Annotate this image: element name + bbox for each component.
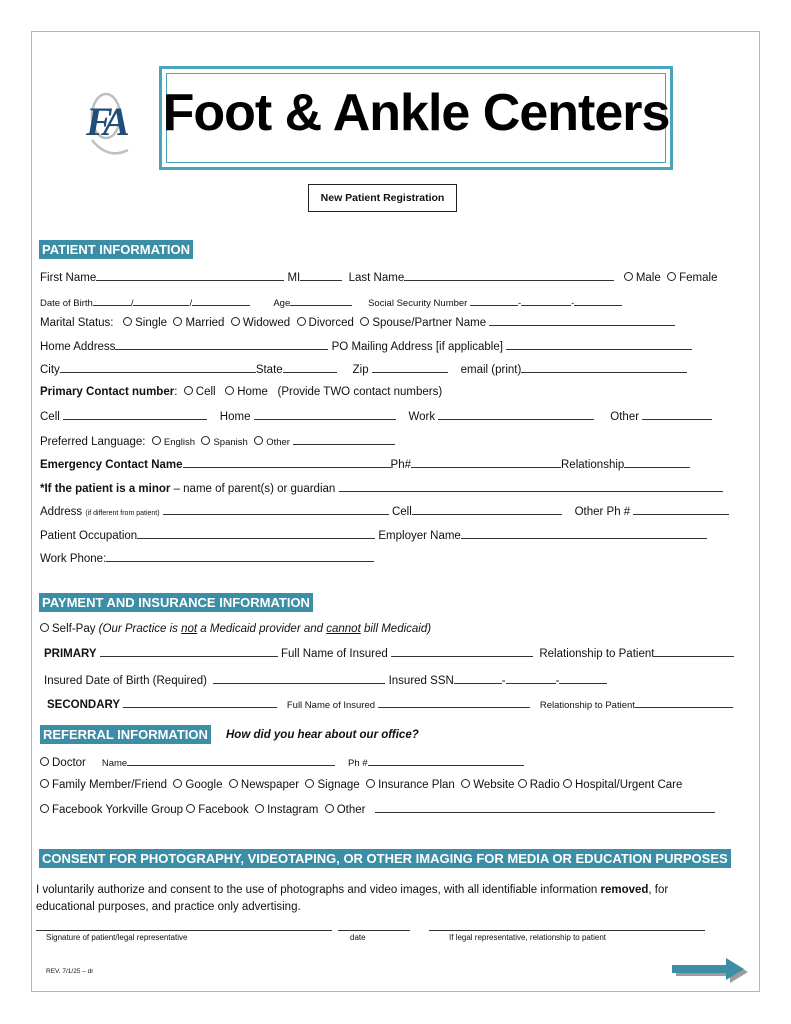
rel-to-patient2-label: Relationship to Patient xyxy=(539,700,635,711)
row-primary-contact: Primary Contact number: Cell Home (Provide TWO contact numbers) xyxy=(40,386,443,398)
row-language xyxy=(40,434,395,448)
consent-text-bold: removed xyxy=(600,884,649,896)
instagram-label: Instagram xyxy=(267,804,319,816)
mi-label: MI xyxy=(287,272,301,284)
widowed-radio[interactable] xyxy=(231,317,240,326)
married-radio[interactable] xyxy=(173,317,182,326)
guardian-address-label: Address xyxy=(40,506,83,518)
guardian-other-ph-field[interactable] xyxy=(633,504,729,515)
hospital-radio[interactable] xyxy=(563,779,572,788)
dob-year-field[interactable] xyxy=(192,295,250,306)
guardian-address-note: (if different from patient) xyxy=(85,510,160,517)
work-phone-label: Work Phone: xyxy=(40,553,107,565)
insurance-plan-radio[interactable] xyxy=(366,779,375,788)
insurance-plan-label: Insurance Plan xyxy=(378,779,455,791)
google-label: Google xyxy=(185,779,223,791)
other-label: Other xyxy=(610,411,640,423)
medicaid-note-a: (Our Practice is xyxy=(98,623,182,635)
insured-ssn-part1[interactable] xyxy=(454,673,502,684)
ssn-part3-field[interactable] xyxy=(574,295,622,306)
insured-ssn-part3[interactable] xyxy=(559,673,607,684)
emergency-field[interactable] xyxy=(183,457,391,468)
age-field[interactable] xyxy=(290,295,352,306)
logo-letters: FA xyxy=(86,99,124,144)
row-primary-insurance xyxy=(44,646,734,660)
rel-to-patient-label: Relationship to Patient xyxy=(539,648,655,660)
referral-other-radio[interactable] xyxy=(325,804,334,813)
revision-note: REV. 7/1/25 – dr xyxy=(46,968,94,975)
male-label: Male xyxy=(635,272,661,284)
full-name-insured-label: Full Name of Insured xyxy=(281,648,388,660)
insured-ssn-label: Insured SSN xyxy=(388,675,454,687)
lang-other-radio[interactable] xyxy=(254,436,263,445)
row-phones xyxy=(40,409,712,423)
referral-options-row1 xyxy=(40,779,682,791)
consent-text-b: , for xyxy=(648,884,669,896)
single-radio[interactable] xyxy=(123,317,132,326)
row-guardian-address xyxy=(40,504,729,518)
rel-to-patient2-field[interactable] xyxy=(635,697,733,708)
primary-cell-radio[interactable] xyxy=(184,386,193,395)
doctor-radio[interactable] xyxy=(40,757,49,766)
medicaid-note-not: not xyxy=(181,623,198,635)
pref-lang-label: Preferred Language: xyxy=(40,436,146,448)
relationship-line[interactable] xyxy=(429,930,705,931)
date-label: date xyxy=(350,933,366,942)
consent-text-line2: educational purposes, and practice only advertising. xyxy=(36,901,301,913)
cell-label: Cell xyxy=(40,411,60,423)
married-label: Married xyxy=(185,317,225,329)
rel-to-patient-field[interactable] xyxy=(654,646,734,657)
primary-cell-label: Cell xyxy=(195,386,216,398)
emergency-relationship-label: Relationship xyxy=(561,459,625,471)
single-label: Single xyxy=(135,317,168,329)
row-dob: Date of Birth / / Age Social Security Number - - xyxy=(40,295,622,309)
first-name-label: First Name xyxy=(40,272,97,284)
facebook-yorkville-label: Facebook Yorkville Group xyxy=(52,804,184,816)
primary-home-radio[interactable] xyxy=(225,386,234,395)
work-field[interactable] xyxy=(438,409,594,420)
referral-other-label: Other xyxy=(336,804,366,816)
email-label: email (print) xyxy=(460,364,522,376)
female-label: Female xyxy=(679,272,718,284)
logo xyxy=(78,80,140,162)
row-minor xyxy=(40,481,723,495)
city-label: City xyxy=(40,364,60,376)
signage-radio[interactable] xyxy=(305,779,314,788)
guardian-cell-field[interactable] xyxy=(412,504,562,515)
cell-field[interactable] xyxy=(63,409,207,420)
next-page-arrow-icon[interactable] xyxy=(670,956,750,984)
secondary-insurance-label: SECONDARY xyxy=(47,699,121,711)
male-radio[interactable] xyxy=(624,272,633,281)
referral-question: How did you hear about our office? xyxy=(226,729,419,741)
primary-contact-label: Primary Contact number xyxy=(40,386,175,398)
row-name xyxy=(40,270,718,284)
doctor-ph-field[interactable] xyxy=(368,755,524,766)
doctor-name-label: Name xyxy=(101,758,128,769)
primary-home-label: Home xyxy=(237,386,268,398)
website-label: Website xyxy=(473,779,515,791)
state-field[interactable] xyxy=(283,362,337,373)
facebook-radio[interactable] xyxy=(186,804,195,813)
website-radio[interactable] xyxy=(461,779,470,788)
row-insured-dob: Insured Date of Birth (Required) Insured SSN - - xyxy=(44,673,607,687)
dob-day-field[interactable] xyxy=(133,295,189,306)
last-name-field[interactable] xyxy=(404,270,614,281)
row-marital xyxy=(40,315,675,329)
newspaper-radio[interactable] xyxy=(229,779,238,788)
doctor-ph-label: Ph # xyxy=(347,758,368,769)
ssn-part2-field[interactable] xyxy=(521,295,571,306)
po-address-label: PO Mailing Address [if applicable] xyxy=(331,341,503,353)
hospital-label: Hospital/Urgent Care xyxy=(575,779,683,791)
row-emergency xyxy=(40,457,690,471)
radio-option-label: Radio xyxy=(529,779,560,791)
section-referral: REFERRAL INFORMATION xyxy=(40,725,211,744)
minor-label: *If the patient is a minor xyxy=(40,483,171,495)
self-pay-radio[interactable] xyxy=(40,623,49,632)
zip-field[interactable] xyxy=(372,362,448,373)
consent-text-a: I voluntarily authorize and consent to the use of photographs and video images, with all identifiable information xyxy=(36,884,601,896)
section-patient-information: PATIENT INFORMATION xyxy=(39,240,193,259)
facebook-yorkville-radio[interactable] xyxy=(40,804,49,813)
age-label: Age xyxy=(273,298,291,309)
work-phone-field[interactable] xyxy=(106,551,374,562)
referral-options-row2 xyxy=(40,802,715,816)
medicaid-note-b: a Medicaid provider and xyxy=(197,623,327,635)
signature-line[interactable] xyxy=(36,930,332,931)
row-address xyxy=(40,339,692,353)
employer-label: Employer Name xyxy=(378,530,461,542)
work-label: Work xyxy=(408,411,436,423)
row-doctor xyxy=(40,755,524,769)
date-line[interactable] xyxy=(338,930,410,931)
employer-field[interactable] xyxy=(461,528,707,539)
signage-label: Signage xyxy=(317,779,360,791)
spouse-radio[interactable] xyxy=(360,317,369,326)
newspaper-label: Newspaper xyxy=(240,779,300,791)
emergency-ph-field[interactable] xyxy=(411,457,561,468)
home-field[interactable] xyxy=(254,409,396,420)
guardian-cell-label: Cell xyxy=(391,506,412,518)
city-field[interactable] xyxy=(60,362,256,373)
english-label: English xyxy=(163,437,196,448)
spouse-field[interactable] xyxy=(489,315,675,326)
po-address-field[interactable] xyxy=(506,339,692,350)
primary-contact-note: (Provide TWO contact numbers) xyxy=(277,386,443,398)
relationship-label: If legal representative, relationship to patient xyxy=(449,933,606,942)
section-consent: CONSENT FOR PHOTOGRAPHY, VIDEOTAPING, OR OTHER IMAGING FOR MEDIA OR EDUCATION PURPOSES xyxy=(39,849,731,868)
emergency-label: Emergency Contact Name xyxy=(40,459,183,471)
full-name-insured-field[interactable] xyxy=(391,646,533,657)
marital-label: Marital Status: xyxy=(40,317,114,329)
emergency-ph-label: Ph# xyxy=(390,459,411,471)
state-label: State xyxy=(255,364,283,376)
emergency-relationship-field[interactable] xyxy=(624,457,690,468)
doctor-name-field[interactable] xyxy=(127,755,335,766)
lang-other-field[interactable] xyxy=(293,434,395,445)
row-self-pay xyxy=(40,623,431,635)
ssn-label: Social Security Number xyxy=(368,298,468,309)
lang-other-label: Other xyxy=(266,437,290,448)
title-box xyxy=(159,66,673,170)
facebook-label: Facebook xyxy=(198,804,249,816)
self-pay-label: Self-Pay xyxy=(52,623,96,635)
row-city xyxy=(40,362,687,376)
form-name-box: New Patient Registration xyxy=(308,184,457,212)
insured-dob-label: Insured Date of Birth (Required) xyxy=(44,675,207,687)
ssn-part1-field[interactable] xyxy=(470,295,518,306)
guardian-address-field[interactable] xyxy=(163,504,389,515)
insured-ssn-part2[interactable] xyxy=(506,673,556,684)
medicaid-note-cannot: cannot xyxy=(326,623,361,635)
email-field[interactable] xyxy=(521,362,687,373)
dob-month-field[interactable] xyxy=(93,295,131,306)
home-label: Home xyxy=(219,411,251,423)
google-radio[interactable] xyxy=(173,779,182,788)
full-name-insured2-field[interactable] xyxy=(378,697,530,708)
radio-option-radio[interactable] xyxy=(518,779,527,788)
zip-label: Zip xyxy=(352,364,369,376)
guardian-other-ph-label: Other Ph # xyxy=(574,506,631,518)
minor-rest-label: – name of parent(s) or guardian xyxy=(173,483,336,495)
row-occupation xyxy=(40,528,707,542)
primary-insurance-field[interactable] xyxy=(100,646,278,657)
doctor-label: Doctor xyxy=(52,757,86,769)
section-payment: PAYMENT AND INSURANCE INFORMATION xyxy=(39,593,313,612)
first-name-field[interactable] xyxy=(96,270,284,281)
occupation-field[interactable] xyxy=(137,528,375,539)
secondary-insurance-field[interactable] xyxy=(123,697,277,708)
home-address-field[interactable] xyxy=(115,339,328,350)
page-title: Foot & Ankle Centers xyxy=(162,84,670,142)
referral-other-field[interactable] xyxy=(375,802,715,813)
medicaid-note-c: bill Medicaid) xyxy=(360,623,432,635)
row-secondary-insurance xyxy=(47,697,733,711)
full-name-insured2-label: Full Name of Insured xyxy=(286,700,376,711)
other-field[interactable] xyxy=(642,409,712,420)
home-address-label: Home Address xyxy=(40,341,116,353)
widowed-label: Widowed xyxy=(242,317,291,329)
consent-text-line1 xyxy=(36,884,668,896)
signature-label: Signature of patient/legal representative xyxy=(46,933,188,942)
divorced-label: Divorced xyxy=(308,317,354,329)
english-radio[interactable] xyxy=(152,436,161,445)
instagram-radio[interactable] xyxy=(255,804,264,813)
spanish-radio[interactable] xyxy=(201,436,210,445)
family-friend-label: Family Member/Friend xyxy=(52,779,168,791)
divorced-radio[interactable] xyxy=(297,317,306,326)
female-radio[interactable] xyxy=(667,272,676,281)
last-name-label: Last Name xyxy=(348,272,405,284)
dob-label: Date of Birth xyxy=(40,298,93,309)
insured-dob-field[interactable] xyxy=(213,673,385,684)
spanish-label: Spanish xyxy=(213,437,248,448)
primary-insurance-label: PRIMARY xyxy=(44,648,97,660)
mi-field[interactable] xyxy=(300,270,342,281)
occupation-label: Patient Occupation xyxy=(40,530,138,542)
guardian-field[interactable] xyxy=(339,481,723,492)
family-friend-radio[interactable] xyxy=(40,779,49,788)
row-work-phone xyxy=(40,551,374,565)
spouse-label: Spouse/Partner Name xyxy=(372,317,487,329)
